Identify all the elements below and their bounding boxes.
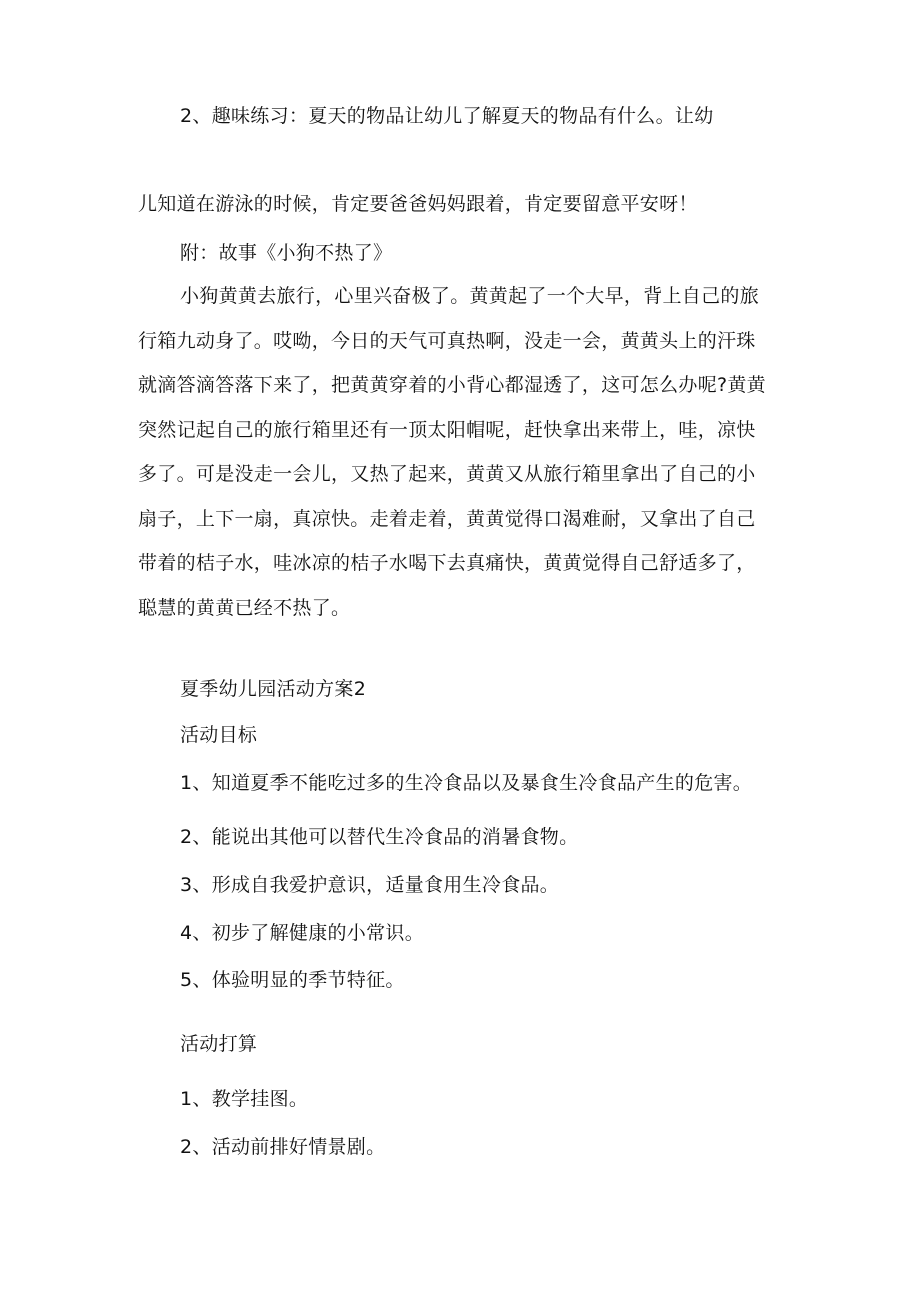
goal-item: 5、体验明显的季节特征。 — [180, 969, 405, 991]
story-title: 附：故事《小狗不热了》 — [180, 242, 393, 264]
story-line: 突然记起自己的旅行箱里还有一顶太阳帽呢，赶快拿出来带上，哇，凉快 — [138, 418, 756, 441]
prep-item: 2、活动前排好情景剧。 — [180, 1136, 386, 1158]
story-line: 扇子，上下一扇，真凉快。走着走着，黄黄觉得口渴难耐，又拿出了自己 — [138, 507, 756, 530]
story-line: 带着的桔子水，哇冰凉的桔子水喝下去真痛快，黄黄觉得自己舒适多了， — [138, 552, 756, 574]
goal-item: 4、初步了解健康的小常识。 — [180, 922, 424, 944]
story-line: 小狗黄黄去旅行，心里兴奋极了。黄黄起了一个大早，背上自己的旅 — [180, 285, 760, 307]
story-line: 多了。可是没走一会儿，又热了起来，黄黄又从旅行箱里拿出了自己的小 — [138, 463, 756, 485]
goal-item: 2、能说出其他可以替代生冷食品的消暑食物。 — [180, 826, 579, 848]
goals-heading: 活动目标 — [180, 724, 258, 746]
prep-item: 1、教学挂图。 — [180, 1088, 309, 1110]
story-paragraph — [138, 284, 790, 640]
goal-item: 3、形成自我爱护意识，适量食用生冷食品。 — [180, 874, 560, 896]
goal-item: 1、知道夏季不能吃过多的生冷食品以及暴食生冷食品产生的危害。 — [180, 772, 753, 794]
story-line: 就滴答滴答落下来了，把黄黄穿着的小背心都湿透了，这可怎么办呢?黄黄 — [138, 374, 766, 396]
section-title: 夏季幼儿园活动方案2 — [180, 678, 367, 700]
story-line: 聪慧的黄黄已经不热了。 — [138, 596, 351, 619]
story-line: 行箱九动身了。哎呦，今日的天气可真热啊，没走一会，黄黄头上的汗珠 — [138, 329, 756, 352]
practice-line-1: 2、趣味练习：夏天的物品让幼儿了解夏天的物品有什么。让幼 — [180, 105, 714, 127]
prep-heading: 活动打算 — [180, 1033, 258, 1055]
practice-line-2: 儿知道在游泳的时候，肯定要爸爸妈妈跟着，肯定要留意平安呀！ — [138, 193, 698, 215]
